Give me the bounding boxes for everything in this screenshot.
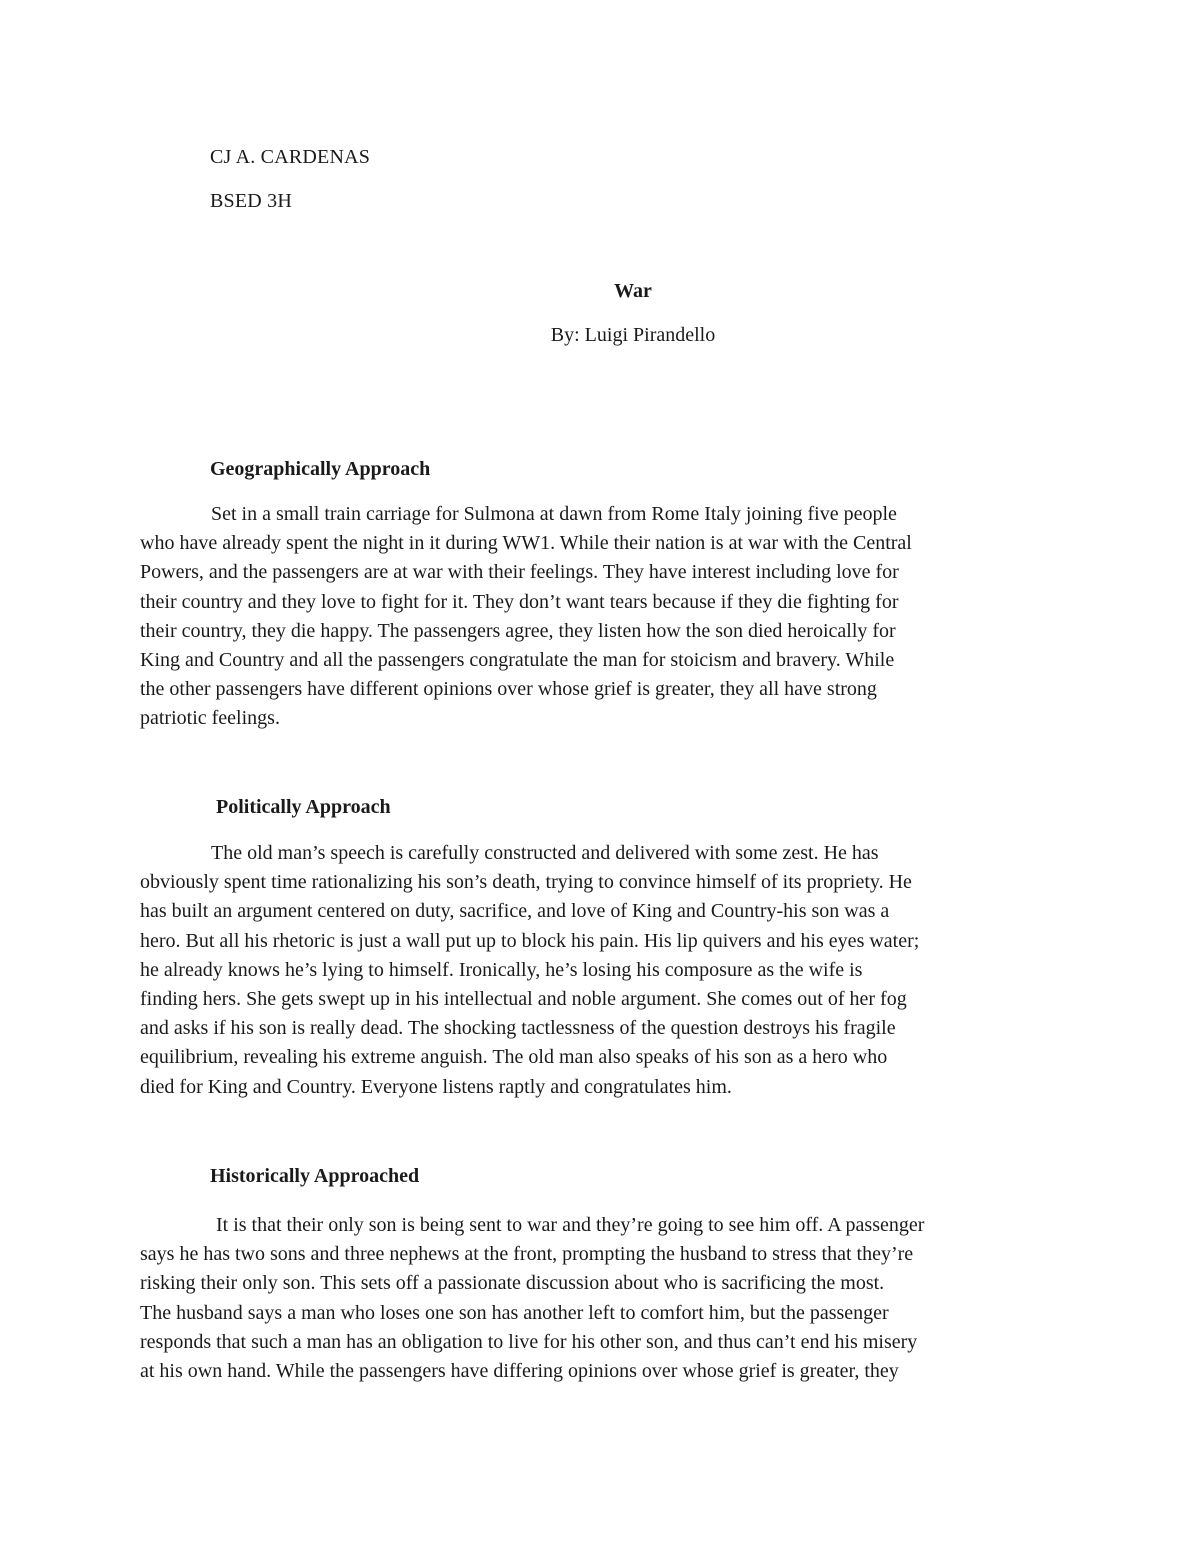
section-heading-historically: Historically Approached bbox=[210, 1165, 420, 1187]
paragraph-line: obviously spent time rationalizing his son’s death, trying to convince himself of its propriety. He bbox=[140, 871, 912, 894]
section-paragraph-geographically bbox=[140, 500, 1052, 734]
class-section: BSED 3H bbox=[210, 190, 292, 212]
section-paragraph-historically bbox=[140, 1211, 1052, 1386]
paragraph-line: hero. But all his rhetoric is just a wall put up to block his pain. His lip quivers and his eyes water; bbox=[140, 929, 920, 952]
paragraph-line: equilibrium, revealing his extreme anguish. The old man also speaks of his son as a hero who bbox=[140, 1046, 888, 1069]
paragraph-line: risking their only son. This sets off a passionate discussion about who is sacrificing the most. bbox=[140, 1272, 885, 1295]
section-heading-geographically: Geographically Approach bbox=[210, 458, 431, 480]
paragraph-line: and asks if his son is really dead. The shocking tactlessness of the question destroys his fragile bbox=[140, 1017, 896, 1040]
paragraph-line: The old man’s speech is carefully constructed and delivered with some zest. He has bbox=[211, 842, 879, 864]
paragraph-line: patriotic feelings. bbox=[140, 707, 280, 730]
paragraph-line: who have already spent the night in it during WW1. While their nation is at war with the Central bbox=[140, 532, 912, 555]
document-title: War bbox=[614, 280, 652, 302]
paragraph-line: died for King and Country. Everyone listens raptly and congratulates him. bbox=[140, 1075, 732, 1098]
paragraph-line: the other passengers have different opinions over whose grief is greater, they all have strong bbox=[140, 678, 877, 701]
byline: By: Luigi Pirandello bbox=[550, 324, 716, 346]
paragraph-line: It is that their only son is being sent to war and they’re going to see him off. A passenger bbox=[211, 1214, 925, 1236]
paragraph-line: responds that such a man has an obligation to live for his other son, and thus can’t end his misery bbox=[140, 1330, 918, 1353]
paragraph-line: King and Country and all the passengers congratulate the man for stoicism and bravery. While bbox=[140, 649, 895, 672]
paragraph-line: he already knows he’s lying to himself. Ironically, he’s losing his composure as the wife is bbox=[140, 958, 863, 981]
author-name: CJ A. CARDENAS bbox=[210, 146, 371, 168]
paragraph-line: The husband says a man who loses one son has another left to comfort him, but the passenger bbox=[140, 1301, 889, 1324]
paragraph-line: their country, they die happy. The passengers agree, they listen how the son died heroically for bbox=[140, 619, 896, 642]
paragraph-line: at his own hand. While the passengers have differing opinions over whose grief is greater, they bbox=[140, 1360, 899, 1383]
paragraph-line: their country and they love to fight for it. They don’t want tears because if they die fighting for bbox=[140, 590, 899, 613]
section-heading-politically: Politically Approach bbox=[216, 796, 391, 818]
section-paragraph-politically bbox=[140, 839, 1052, 1102]
paragraph-line: Powers, and the passengers are at war with their feelings. They have interest including love for bbox=[140, 561, 899, 584]
paragraph-line: Set in a small train carriage for Sulmona at dawn from Rome Italy joining five people bbox=[211, 503, 897, 525]
paragraph-line: has built an argument centered on duty, sacrifice, and love of King and Country-his son was a bbox=[140, 900, 890, 923]
paragraph-line: finding hers. She gets swept up in his intellectual and noble argument. She comes out of her fog bbox=[140, 988, 907, 1011]
paragraph-line: says he has two sons and three nephews at the front, prompting the husband to stress that they’re bbox=[140, 1243, 914, 1266]
